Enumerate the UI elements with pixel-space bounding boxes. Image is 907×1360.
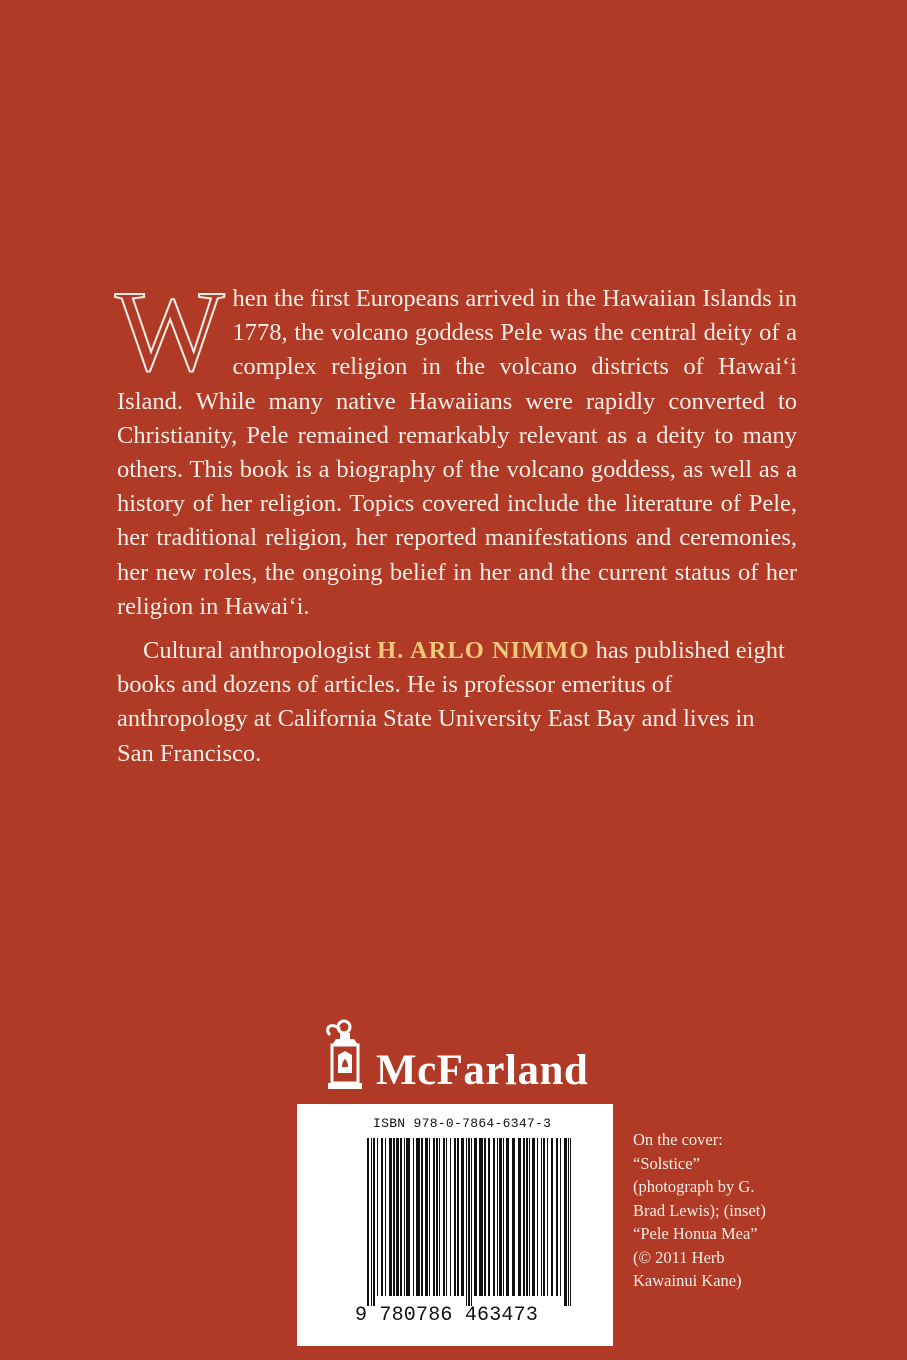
barcode-bar [471, 1138, 472, 1306]
barcode-bar [503, 1138, 504, 1296]
barcode-bar [506, 1138, 509, 1296]
barcode-bar [421, 1138, 423, 1296]
barcode-bar [541, 1138, 542, 1296]
barcode-bar [393, 1138, 395, 1296]
barcode-bar [406, 1138, 410, 1296]
barcode-bar [493, 1138, 495, 1296]
author-bio-paragraph [117, 634, 797, 771]
barcode-bar [429, 1138, 430, 1296]
barcode-bar [532, 1138, 535, 1296]
barcode-bar [439, 1138, 440, 1296]
barcode-bar [454, 1138, 456, 1296]
drop-cap: W [115, 268, 225, 396]
cover-credit-line: Brad Lewis); (inset) [633, 1200, 766, 1220]
barcode-bar [446, 1138, 447, 1296]
barcode-bar [526, 1138, 528, 1296]
barcode-bar [547, 1138, 548, 1296]
barcode-bar [537, 1138, 538, 1296]
barcode-bar [560, 1138, 561, 1296]
barcode-bar [381, 1138, 383, 1296]
barcode-bar [497, 1138, 498, 1296]
barcode-bar [568, 1138, 569, 1306]
isbn-label: ISBN 978-0-7864-6347-3 [373, 1116, 552, 1131]
barcode-bar [385, 1138, 386, 1296]
lantern-icon [318, 1015, 370, 1097]
barcode-bar [443, 1138, 445, 1296]
barcode-bar [450, 1138, 451, 1296]
barcode-bar [377, 1138, 378, 1296]
barcode-bar [474, 1138, 477, 1296]
author-bio-intro: Cultural anthropologist [143, 637, 378, 665]
cover-credit-line: (© 2011 Herb [633, 1247, 725, 1267]
publisher-logo [318, 1015, 618, 1097]
barcode-bar [433, 1138, 435, 1296]
barcode-bar [466, 1138, 467, 1306]
barcode-bar [499, 1138, 502, 1296]
barcode-bar [468, 1138, 470, 1306]
barcode-bar [564, 1138, 567, 1306]
barcode-digits: 9 780786 463473 [355, 1304, 539, 1327]
cover-credit-line: “Solstice” [633, 1153, 700, 1173]
barcode-bar [371, 1138, 372, 1306]
barcode-bar [518, 1138, 521, 1296]
description-paragraph [115, 268, 797, 624]
cover-credit-line: (photograph by G. [633, 1177, 755, 1196]
barcode-bar [436, 1138, 438, 1296]
barcode-bar [373, 1138, 375, 1306]
barcode-bar [529, 1138, 530, 1296]
barcode-bar [389, 1138, 392, 1296]
barcode-bar [461, 1138, 464, 1296]
barcode-bar [551, 1138, 553, 1296]
barcode-bar [484, 1138, 486, 1296]
cover-credit-line: “Pele Honua Mea” [633, 1224, 758, 1243]
cover-credit-line: On the cover: [633, 1130, 723, 1149]
barcode-bar [543, 1138, 545, 1296]
barcode-bar [523, 1138, 525, 1296]
barcode-bar [570, 1138, 571, 1306]
barcode-bar [416, 1138, 420, 1296]
barcode-bar [512, 1138, 515, 1296]
cover-credit [633, 1128, 783, 1293]
barcode-bar [413, 1138, 414, 1296]
barcode-bar [396, 1138, 399, 1296]
description-text: hen the first Europeans arrived in the Hawaiian Islands in 1778, the volcano goddess Pele was the central deity of a complex religion in the volcano districts of Hawai‘i Island. While many native Hawaiians were rapidly converted to Christianity, Pele remained remarkably relevant as a deity to many others. This book is a biography of the volcano goddess, as well as a history of her religion. Topics covered include the literature of Pele, her traditional religion, her reported manifestations and ceremonies, her new roles, the ongoing belief in her and the current status of her religion in Hawai‘i. [117, 285, 797, 620]
barcode-bar [425, 1138, 428, 1296]
publisher-name: McFarland [376, 1047, 589, 1094]
back-cover-blurb [115, 268, 797, 771]
cover-credit-line: Kawainui Kane) [633, 1271, 742, 1290]
barcode-bar [404, 1138, 405, 1296]
barcode-bar [367, 1138, 369, 1306]
author-name: H. ARLO NIMMO [377, 637, 590, 665]
barcode-bar [457, 1138, 459, 1296]
barcode-bar [556, 1138, 558, 1296]
barcode-bars [367, 1138, 577, 1306]
author-bio-text: has published eight books and dozens of articles. He is professor emeritus of anthropology at California State University East Bay and lives in San Francisco. [117, 637, 785, 767]
barcode-bar [479, 1138, 483, 1296]
barcode-panel [297, 1104, 613, 1346]
barcode-bar [488, 1138, 490, 1296]
barcode-bar [400, 1138, 402, 1296]
